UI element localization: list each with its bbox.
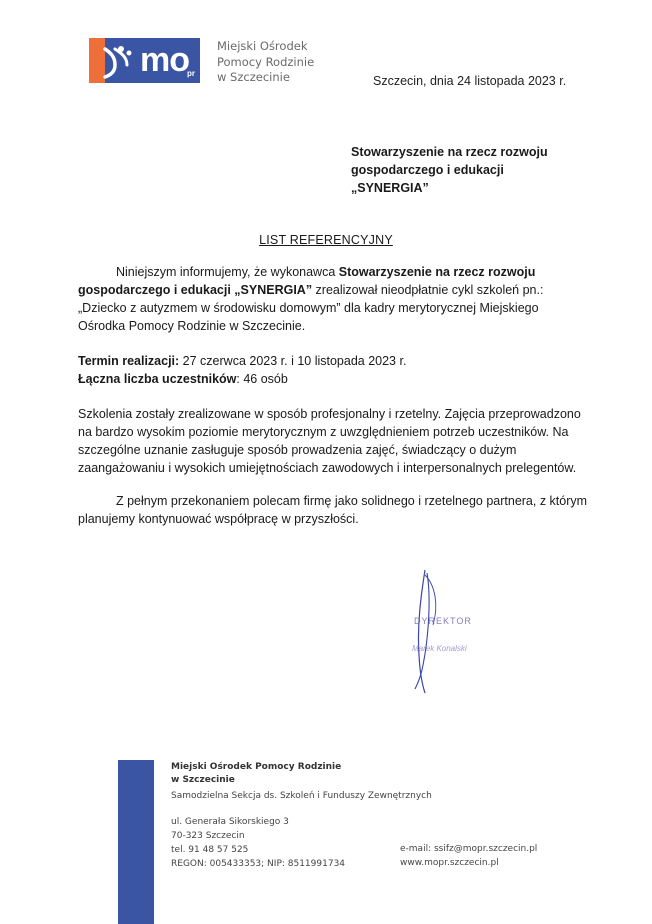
footer-address bbox=[171, 815, 345, 871]
footer-regon-nip: REGON: 005433353; NIP: 8511991734 bbox=[171, 859, 346, 869]
term-value: 27 czerwca 2023 r. i 10 listopada 2023 r. bbox=[179, 354, 407, 368]
term-label: Termin realizacji: bbox=[78, 354, 180, 368]
footer-street: ul. Generała Sikorskiego 3 bbox=[171, 817, 289, 827]
stamp-name: Marek Konalski bbox=[412, 644, 467, 653]
stamp-title: DYREKTOR bbox=[414, 616, 472, 626]
header-org-line: Pomocy Rodzinie bbox=[217, 54, 315, 69]
letter-date: Szczecin, dnia 24 listopada 2023 r. bbox=[373, 74, 567, 88]
recommendation-text: Z pełnym przekonaniem polecam firmę jako solidnego i rzetelnego partnera, z którym planujemy kontynuować współpracę w przyszłości. bbox=[78, 494, 588, 526]
addressee bbox=[351, 143, 548, 197]
footer-org-line: Miejski Ośrodek Pomocy Rodzinie bbox=[171, 762, 342, 772]
addressee-line: gospodarczego i edukacji bbox=[351, 163, 504, 177]
footer-accent-bar bbox=[118, 760, 154, 924]
participants-label: Łączna liczba uczestników bbox=[78, 372, 237, 386]
family-logo-icon bbox=[101, 43, 135, 79]
letter-title: LIST REFERENCYJNY bbox=[259, 233, 393, 247]
paragraph-recommendation bbox=[78, 492, 588, 528]
header-org-line: w Szczecinie bbox=[217, 70, 290, 84]
footer-section-name: Samodzielna Sekcja ds. Szkoleń i Funduszy Zewnętrznych bbox=[171, 791, 432, 801]
paragraph-intro bbox=[78, 263, 588, 335]
logo-pr-text: pr bbox=[187, 69, 195, 78]
footer-city: 70-323 Szczecin bbox=[171, 831, 245, 841]
intro-text-1: Niniejszym informujemy, że wykonawca bbox=[116, 265, 339, 279]
term-line bbox=[78, 352, 588, 370]
logo-mo-text: mo bbox=[140, 41, 189, 79]
footer-phone: tel. 91 48 57 525 bbox=[171, 845, 249, 855]
footer-contact bbox=[400, 842, 537, 870]
footer-org-line: w Szczecinie bbox=[171, 775, 235, 785]
header-org-name bbox=[217, 39, 314, 86]
paragraph-details bbox=[78, 352, 588, 388]
paragraph-evaluation: Szkolenia zostały zrealizowane w sposób profesjonalny i rzetelny. Zajęcia przeprowadzono na bardzo wysokim poziomie merytorycznym z uwzględnieniem potrzeb uczestników. Na szczególne uznanie zasługuje sposób prowadzenia zajęć, świadczący o dużym zaangażowaniu i wysokich umiejętnościach zawodowych i interpersonalnych prelegentów. bbox=[78, 407, 581, 475]
addressee-line: Stowarzyszenie na rzecz rozwoju bbox=[351, 145, 548, 159]
footer-website: www.mopr.szczecin.pl bbox=[400, 858, 499, 868]
footer-org-name bbox=[171, 761, 341, 787]
participants-value: : 46 osób bbox=[236, 372, 288, 386]
participants-line bbox=[78, 370, 588, 388]
header-org-line: Miejski Ośrodek bbox=[217, 39, 308, 53]
footer-email: e-mail: ssifz@mopr.szczecin.pl bbox=[400, 844, 538, 854]
handwritten-signature bbox=[395, 565, 495, 695]
contractor-name: Stowarzyszenie na rzecz rozwoju gospodarczego i edukacji „SYNERGIA” bbox=[78, 265, 536, 297]
intro-text-2: zrealizował nieodpłatnie cykl szkoleń pn.: „Dziecko z autyzmem w środowisku domowym” dla kadry merytorycznej Miejskiego Ośrodka Pomocy Rodzinie w Szczecinie. bbox=[78, 283, 544, 333]
addressee-line: „SYNERGIA” bbox=[351, 181, 429, 195]
